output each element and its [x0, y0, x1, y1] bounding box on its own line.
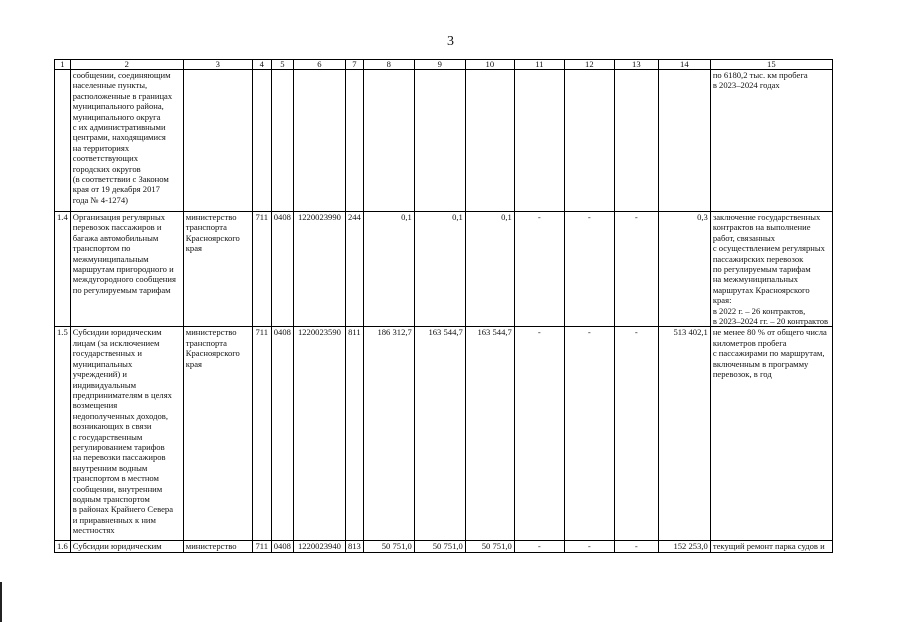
- target-article-cell: 1220023590: [293, 327, 345, 541]
- cell-text-line: в районах Крайнего Севера: [72, 504, 174, 515]
- expected-result-cell: [710, 327, 832, 541]
- table-row: [55, 327, 833, 541]
- amount-col12-cell: -: [564, 541, 614, 553]
- cell-text-line: транспортом по: [72, 243, 131, 254]
- page-number: 3: [447, 34, 454, 49]
- cell-text-line: пассажирских перевозок: [712, 253, 804, 264]
- cell-text-line: водным транспортом: [72, 493, 150, 504]
- column-header: 8: [363, 60, 414, 70]
- cell-text-line: контрактов на выполнение: [712, 222, 811, 233]
- activity-name-cell: [70, 70, 183, 212]
- cell-text-line: с пассажирами по маршрутам,: [712, 348, 825, 359]
- amount-total-cell: [658, 70, 710, 212]
- cell-text-line: сообщении, внутренним: [72, 483, 163, 494]
- cell-text-line: транспорта: [185, 222, 227, 233]
- cell-text-line: багажа автомобильным: [72, 232, 159, 243]
- target-article-cell: 1220023940: [293, 541, 345, 553]
- column-header: 10: [465, 60, 514, 70]
- cell-text-line: с их административными: [72, 122, 166, 133]
- cell-text-line: министерство: [185, 327, 237, 338]
- cell-text-line: недополученных доходов,: [72, 410, 168, 421]
- expense-type-cell: 811: [345, 327, 363, 541]
- cell-text-line: с государственным: [72, 431, 143, 442]
- amount-col11-cell: [514, 70, 564, 212]
- amount-col11-cell: -: [514, 327, 564, 541]
- cell-text-line: населенные пункты,: [72, 80, 148, 91]
- amount-2022-cell: [363, 70, 414, 212]
- cell-text-line: края от 19 декабря 2017: [72, 184, 160, 195]
- section-code-cell: 0408: [271, 327, 293, 541]
- cell-text-line: Красноярского: [185, 348, 240, 359]
- table-row: [55, 70, 833, 212]
- cell-text-line: лицам (за исключением: [72, 337, 160, 348]
- cell-text-line: местностях: [72, 525, 115, 536]
- cell-text-line: индивидуальным: [72, 379, 137, 390]
- amount-col13-cell: -: [614, 327, 658, 541]
- row-number-cell: 1.4: [55, 212, 71, 327]
- cell-text-line: внутренним водным: [72, 462, 148, 473]
- table-row: [55, 212, 833, 327]
- cell-text-line: Субсидии юридическим: [72, 541, 162, 552]
- amount-col13-cell: [614, 70, 658, 212]
- section-code-cell: 0408: [271, 541, 293, 553]
- amount-col12-cell: -: [564, 327, 614, 541]
- cell-text-line: возмещения: [72, 400, 118, 411]
- amount-col11-cell: -: [514, 541, 564, 553]
- cell-text-line: на территориях: [72, 142, 130, 153]
- section-code-cell: 0408: [271, 212, 293, 327]
- column-header: 7: [345, 60, 363, 70]
- executor-cell: [183, 70, 252, 212]
- cell-text-line: включенным в программу: [712, 358, 809, 369]
- cell-text-line: по регулируемым тарифам: [712, 264, 811, 275]
- amount-2023-cell: 0,1: [414, 212, 465, 327]
- cell-text-line: заключение государственных: [712, 212, 821, 222]
- row-number-cell: 1.6: [55, 541, 71, 553]
- amount-col12-cell: -: [564, 212, 614, 327]
- column-header: 5: [271, 60, 293, 70]
- cell-text-line: межмуниципальным: [72, 253, 149, 264]
- cell-text-line: с осуществлением регулярных: [712, 243, 825, 254]
- cell-text-line: учреждений) и: [72, 369, 128, 380]
- amount-2023-cell: [414, 70, 465, 212]
- cell-text-line: и приравненных к ним: [72, 514, 156, 525]
- cell-text-line: года № 4-1274): [72, 194, 129, 205]
- cell-text-line: центрами, находящимися: [72, 132, 166, 143]
- column-header: 14: [658, 60, 710, 70]
- column-header: 13: [614, 60, 658, 70]
- amount-2024-cell: 50 751,0: [465, 541, 514, 553]
- cell-text-line: Субсидии юридическим: [72, 327, 162, 338]
- amount-total-cell: 152 253,0: [658, 541, 710, 553]
- cell-text-line: возникающих в связи: [72, 421, 152, 432]
- activity-name-cell: [70, 212, 183, 327]
- expense-type-cell: [345, 70, 363, 212]
- executor-cell: [183, 541, 252, 553]
- column-header: 11: [514, 60, 564, 70]
- column-header: 15: [710, 60, 832, 70]
- cell-text-line: перевозок пассажиров и: [72, 222, 162, 233]
- column-header: 12: [564, 60, 614, 70]
- grbs-code-cell: [252, 70, 271, 212]
- cell-text-line: транспортом в местном: [72, 473, 159, 484]
- target-article-cell: [293, 70, 345, 212]
- amount-col11-cell: -: [514, 212, 564, 327]
- cell-text-line: работ, связанных: [712, 232, 776, 243]
- cell-text-line: края:: [712, 295, 732, 306]
- cell-text-line: министерство: [185, 541, 237, 552]
- column-header: 1: [55, 60, 71, 70]
- column-header: 2: [70, 60, 183, 70]
- expected-result-cell: [710, 70, 832, 212]
- cell-text-line: Организация регулярных: [72, 212, 166, 222]
- amount-col13-cell: -: [614, 541, 658, 553]
- cell-text-line: муниципального района,: [72, 101, 164, 112]
- amount-2022-cell: 0,1: [363, 212, 414, 327]
- cell-text-line: расположенные в границах: [72, 90, 173, 101]
- cell-text-line: (в соответствии с Законом: [72, 174, 169, 185]
- cell-text-line: в 2023–2024 годах: [712, 80, 780, 91]
- row-number-cell: 1.5: [55, 327, 71, 541]
- executor-cell: [183, 327, 252, 541]
- cell-text-line: муниципального округа: [72, 111, 161, 122]
- column-header: 4: [252, 60, 271, 70]
- cell-text-line: не менее 80 % от общего числа: [712, 327, 827, 338]
- cell-text-line: маршрутам пригородного и: [72, 264, 174, 275]
- amount-total-cell: 0,3: [658, 212, 710, 327]
- cell-text-line: на перевозки пассажиров: [72, 452, 166, 463]
- cell-text-line: километров пробега: [712, 337, 787, 348]
- cell-text-line: городских округов: [72, 163, 141, 174]
- amount-2024-cell: [465, 70, 514, 212]
- cell-text-line: текущий ремонт парка судов и: [712, 541, 825, 552]
- cell-text-line: в 2022 г. – 26 контрактов,: [712, 305, 806, 316]
- amount-total-cell: 513 402,1: [658, 327, 710, 541]
- amount-2023-cell: 163 544,7: [414, 327, 465, 541]
- cell-text-line: регулированием тарифов: [72, 441, 165, 452]
- activity-name-cell: [70, 327, 183, 541]
- cell-text-line: государственных и: [72, 348, 142, 359]
- column-number-header-row: [55, 60, 833, 70]
- row-number-cell: [55, 70, 71, 212]
- target-article-cell: 1220023990: [293, 212, 345, 327]
- amount-2022-cell: 50 751,0: [363, 541, 414, 553]
- grbs-code-cell: 711: [252, 212, 271, 327]
- column-header: 9: [414, 60, 465, 70]
- grbs-code-cell: 711: [252, 327, 271, 541]
- amount-2024-cell: 163 544,7: [465, 327, 514, 541]
- amount-col12-cell: [564, 70, 614, 212]
- column-header: 3: [183, 60, 252, 70]
- cell-text-line: междугородного сообщения: [72, 274, 176, 285]
- expected-result-cell: [710, 541, 832, 553]
- table-row: [55, 541, 833, 553]
- program-activities-table: [54, 59, 833, 553]
- amount-2022-cell: 186 312,7: [363, 327, 414, 541]
- cell-text-line: в 2023–2024 гг. – 20 контрактов: [712, 316, 829, 327]
- cell-text-line: края: [185, 243, 202, 254]
- amount-col13-cell: -: [614, 212, 658, 327]
- amount-2024-cell: 0,1: [465, 212, 514, 327]
- cell-text-line: перевозок, в год: [712, 369, 772, 380]
- amount-2023-cell: 50 751,0: [414, 541, 465, 553]
- activity-name-cell: [70, 541, 183, 553]
- expected-result-cell: [710, 212, 832, 327]
- cell-text-line: края: [185, 358, 202, 369]
- cell-text-line: муниципальных: [72, 358, 133, 369]
- cell-text-line: маршрутах Красноярского: [712, 284, 810, 295]
- cell-text-line: Красноярского: [185, 232, 240, 243]
- cell-text-line: транспорта: [185, 337, 227, 348]
- cell-text-line: сообщении, соединяющим: [72, 70, 171, 80]
- cell-text-line: предпринимателям в целях: [72, 389, 172, 400]
- page-edge-mark: [0, 582, 2, 622]
- cell-text-line: по 6180,2 тыс. км пробега: [712, 70, 808, 80]
- cell-text-line: на межмуниципальных: [712, 274, 799, 285]
- column-header: 6: [293, 60, 345, 70]
- expense-type-cell: 813: [345, 541, 363, 553]
- section-code-cell: [271, 70, 293, 212]
- expense-type-cell: 244: [345, 212, 363, 327]
- executor-cell: [183, 212, 252, 327]
- cell-text-line: по регулируемым тарифам: [72, 284, 171, 295]
- cell-text-line: соответствующих: [72, 153, 139, 164]
- grbs-code-cell: 711: [252, 541, 271, 553]
- cell-text-line: министерство: [185, 212, 237, 222]
